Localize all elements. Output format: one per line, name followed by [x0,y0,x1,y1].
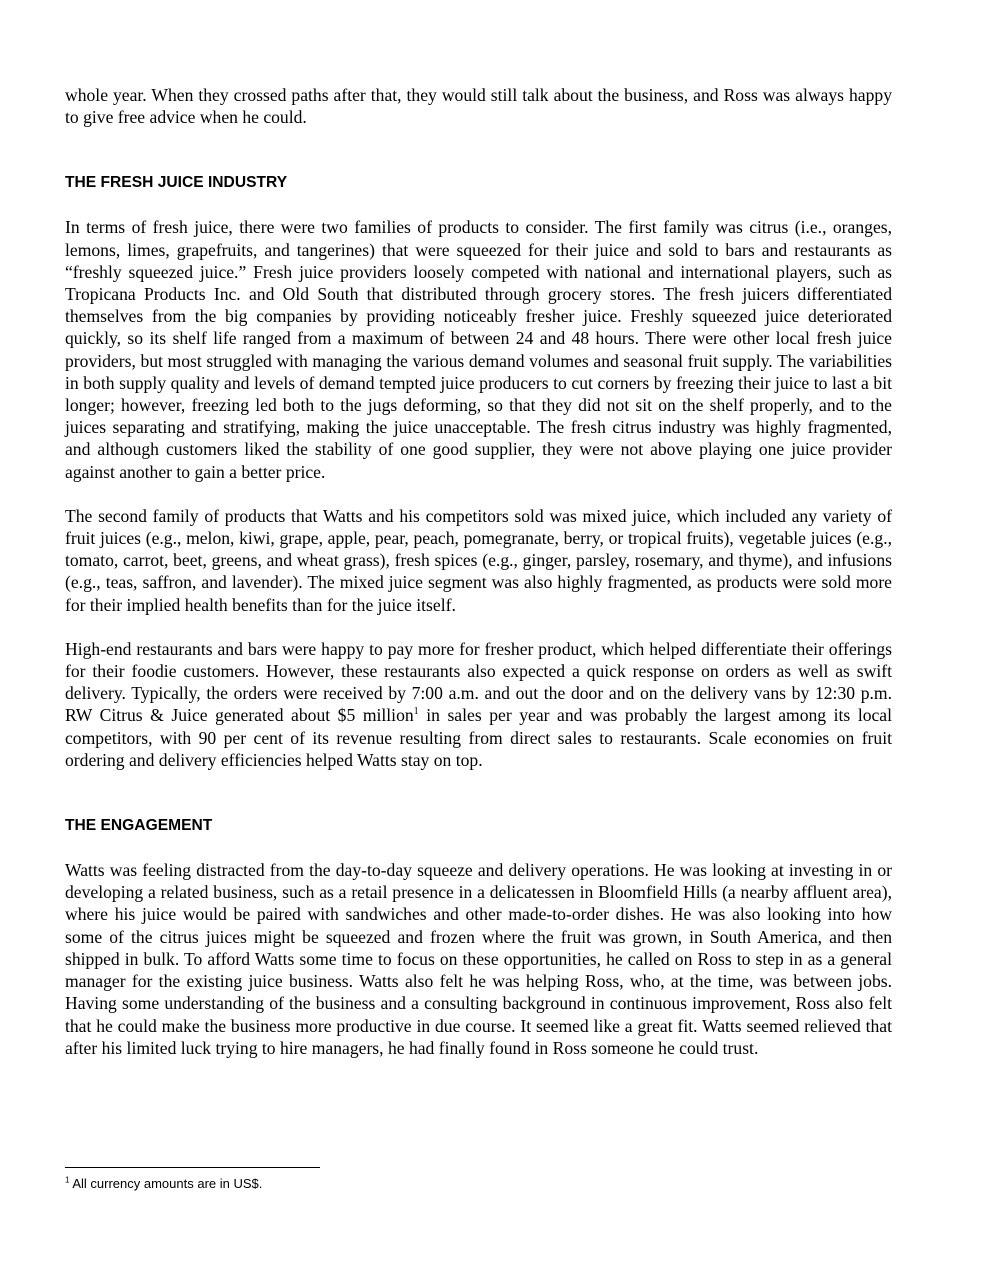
paragraph-high-end-restaurants [65,638,892,771]
footnote-text: All currency amounts are in US$. [69,1176,263,1191]
footnote-marker: 1 [65,1175,70,1185]
paragraph-text-part-1: High-end restaurants and bars were happy to pay more for fresher product, which helped differentiate their offerings for their foodie customers. However, these restaurants also expected a quick response on orders as well as swift delivery. Typically, the orders were received by 7:00 a.m. and out the door and on the delivery vans by 12:30 p.m. RW Citrus & Juice generated about $5 million [65,638,892,726]
footnote-reference-1[interactable]: 1 [413,706,419,718]
intro-paragraph: whole year. When they crossed paths after that, they would still talk about the business, and Ross was always happy to give free advice when he could. [65,85,892,128]
paragraph-engagement: Watts was feeling distracted from the day-to-day squeeze and delivery operations. He was looking at investing in or developing a related business, such as a retail presence in a delicatessen in Bloomfield Hills (a nearby affluent area), where his juice would be paired with sandwiches and other made-to-order dishes. He was also looking into how some of the citrus juices might be squeezed and frozen where the fruit was grown, in South America, and then shipped in bulk. To afford Watts some time to focus on these opportunities, he called on Ross to step in as a general manager for the existing juice business. Watts also felt he was helping Ross, who, at the time, was between jobs. Having some understanding of the business and a consulting background in continuous improvement, Ross also felt that he could make the business more productive in due course. It seemed like a great fit. Watts seemed relieved that after his limited luck trying to hire managers, he had finally found in Ross someone he could trust. [65,860,892,1058]
section-heading-fresh-juice-industry: THE FRESH JUICE INDUSTRY [65,174,288,192]
section-heading-the-engagement: THE ENGAGEMENT [65,817,213,835]
paragraph-mixed-juice-family: The second family of products that Watts and his competitors sold was mixed juice, which included any variety of fruit juices (e.g., melon, kiwi, grape, apple, pear, peach, pomegranate, berry, or tropical fruits), vegetable juices (e.g., tomato, carrot, beet, greens, and wheat grass), fresh spices (e.g., ginger, parsley, rosemary, and thyme), and infusions (e.g., teas, saffron, and lavender). The mixed juice segment was also highly fragmented, as products were sold more for their implied health benefits than for the juice itself. [65,505,892,615]
footnote-divider [65,1167,320,1168]
paragraph-citrus-family: In terms of fresh juice, there were two families of products to consider. The first family was citrus (i.e., oranges, lemons, limes, grapefruits, and tangerines) that were squeezed for their juice and sold to bars and restaurants as “freshly squeezed juice.” Fresh juice providers loosely competed with national and international players, such as Tropicana Products Inc. and Old South that distributed through grocery stores. The fresh juicers differentiated themselves from the big companies by providing noticeably fresher juice. Freshly squeezed juice deteriorated quickly, so its shelf life ranged from a maximum of between 24 and 48 hours. There were other local fresh juice providers, but most struggled with managing the various demand volumes and seasonal fruit supply. The variabilities in both supply quality and levels of demand tempted juice producers to cut corners by freezing their juice to last a bit longer; however, freezing led both to the jugs deforming, so that they did not sit on the shelf properly, and to the juices separating and stratifying, making the juice unacceptable. The fresh citrus industry was highly fragmented, and although customers liked the stability of one good supplier, they were not above playing one juice provider against another to gain a better price. [65,217,892,482]
document-body [65,84,892,1059]
footnote [65,1175,262,1193]
paragraph-text-part-2: in sales per year and was probably the largest among its local competitors, with 90 per cent of its revenue resulting from direct sales to restaurants. Scale economies on fruit ordering and delivery efficiencies helped Watts stay on top. [65,705,893,770]
